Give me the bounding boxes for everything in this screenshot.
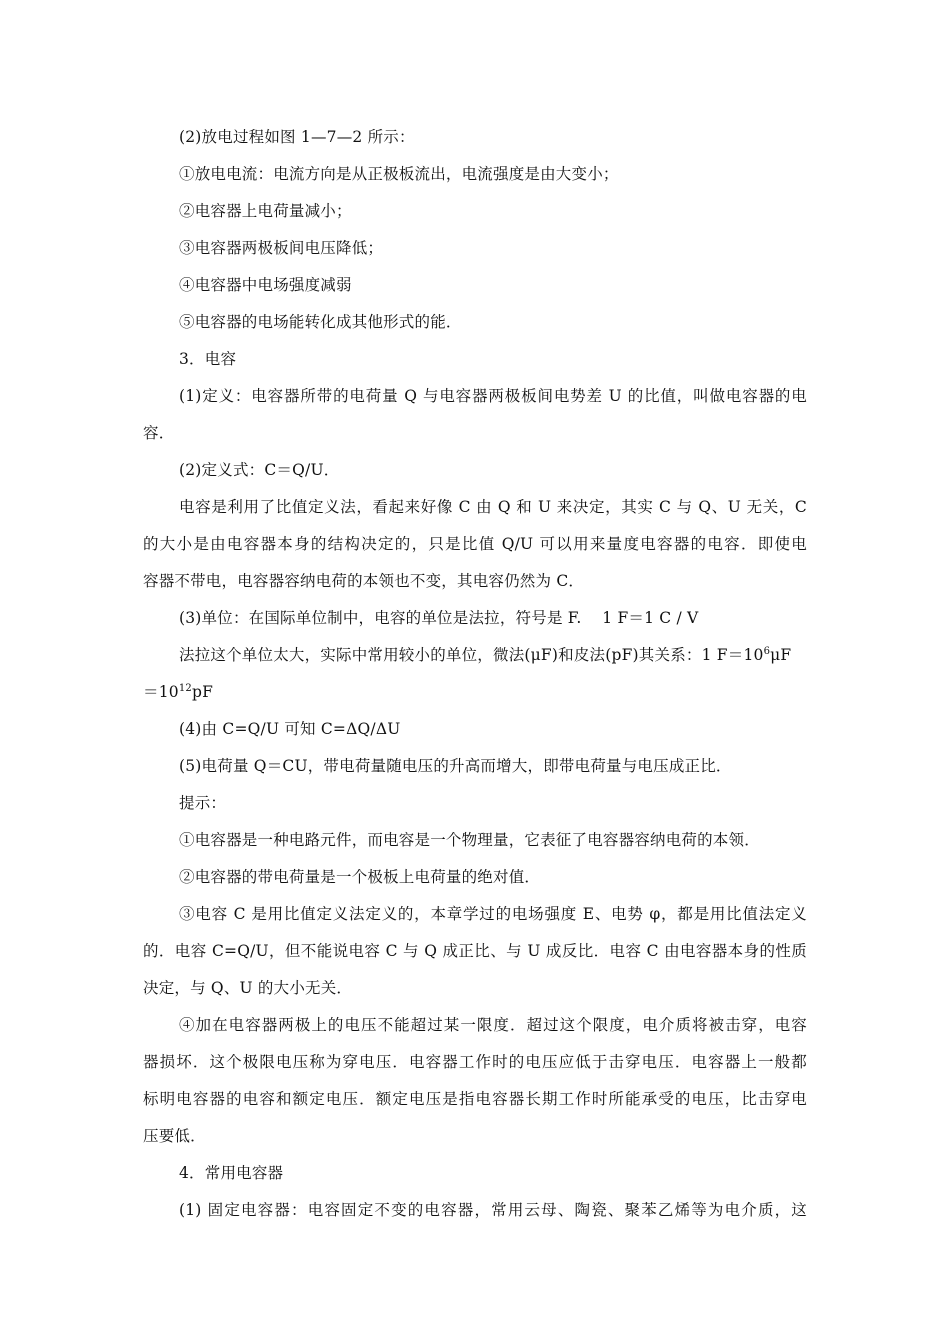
definition-paragraph-line2: 容． (143, 424, 175, 442)
common-capacitors-section-title: 4．常用电容器 (179, 1164, 284, 1182)
hint-item-4-line4: 压要低． (143, 1127, 206, 1145)
equals-ten: ＝10 (143, 683, 179, 701)
voltage-decrease-item: ③电容器两极板间电压降低； (179, 239, 384, 257)
unit-mu-f: μF (770, 646, 792, 664)
unit-line: (3)单位：在国际单位制中，电容的单位是法拉，符号是 F. 1 F＝1 C / V (179, 609, 699, 627)
formula-line: (2)定义式：C＝Q/U． (179, 461, 340, 479)
ratio-paragraph-line2: 的大小是由电容器本身的结构决定的，只是比值 Q/U 可以用来量度电容器的电容．即使电 (143, 535, 807, 553)
field-weaken-item: ④电容器中电场强度减弱 (179, 276, 352, 294)
unit-relation-line1 (179, 645, 807, 665)
charge-decrease-item: ②电容器上电荷量减小； (179, 202, 352, 220)
charge-formula-line: (5)电荷量 Q＝CU，带电荷量随电压的升高而增大，即带电荷量与电压成正比． (179, 757, 732, 775)
ratio-paragraph-line3: 容器不带电，电容器容纳电荷的本领也不变，其电容仍然为 C． (143, 572, 585, 590)
discharge-current-item: ①放电电流：电流方向是从正极板流出，电流强度是由大变小； (179, 165, 619, 183)
capacitance-section-title: 3．电容 (179, 350, 237, 368)
exponent-6: 6 (763, 645, 771, 657)
unit-relation-line2 (143, 682, 807, 702)
hint-item-3-line1: ③电容 C 是用比值定义法定义的，本章学过的电场强度 E、电势 φ，都是用比值法定义 (179, 905, 807, 923)
unit-pf: pF (191, 683, 214, 701)
hint-item-1: ①电容器是一种电路元件，而电容是一个物理量，它表征了电容器容纳电荷的本领． (179, 831, 760, 849)
hint-item-2: ②电容器的带电荷量是一个极板上电荷量的绝对值． (179, 868, 541, 886)
ratio-paragraph-line1: 电容是利用了比值定义法，看起来好像 C 由 Q 和 U 来决定，其实 C 与 Q、U 无关，C (179, 498, 807, 516)
hint-item-3-line3: 决定，与 Q、U 的大小无关． (143, 979, 353, 997)
hint-item-4-line2: 器损坏．这个极限电压称为穿电压．电容器工作时的电压应低于击穿电压．电容器上一般都 (143, 1053, 807, 1071)
fixed-capacitor-line1: (1) 固定电容器：电容固定不变的电容器，常用云母、陶瓷、聚苯乙烯等为电介质，这 (179, 1201, 807, 1219)
hint-item-4-line1: ④加在电容器两极上的电压不能超过某一限度．超过这个限度，电介质将被击穿，电容 (179, 1016, 807, 1034)
exponent-12: 12 (178, 682, 192, 694)
delta-formula-line: (4)由 C=Q/U 可知 C=ΔQ/ΔU (179, 720, 401, 738)
definition-paragraph-line1: (1)定义：电容器所带的电荷量 Q 与电容器两极板间电势差 U 的比值，叫做电容器的电 (179, 387, 807, 405)
discharge-process-heading: (2)放电过程如图 1—7—2 所示： (179, 128, 415, 146)
hint-item-3-line2: 的．电容 C=Q/U，但不能说电容 C 与 Q 成正比、与 U 成反比．电容 C 由电容器本身的性质 (143, 942, 807, 960)
hint-item-4-line3: 标明电容器的电容和额定电压．额定电压是指电容器长期工作时所能承受的电压，比击穿电 (143, 1090, 807, 1108)
hint-heading: 提示： (179, 794, 227, 812)
unit-relation-text: 法拉这个单位太大，实际中常用较小的单位，微法(μF)和皮法(pF)其关系：1 F＝10 (179, 646, 764, 664)
energy-convert-item: ⑤电容器的电场能转化成其他形式的能． (179, 313, 462, 331)
